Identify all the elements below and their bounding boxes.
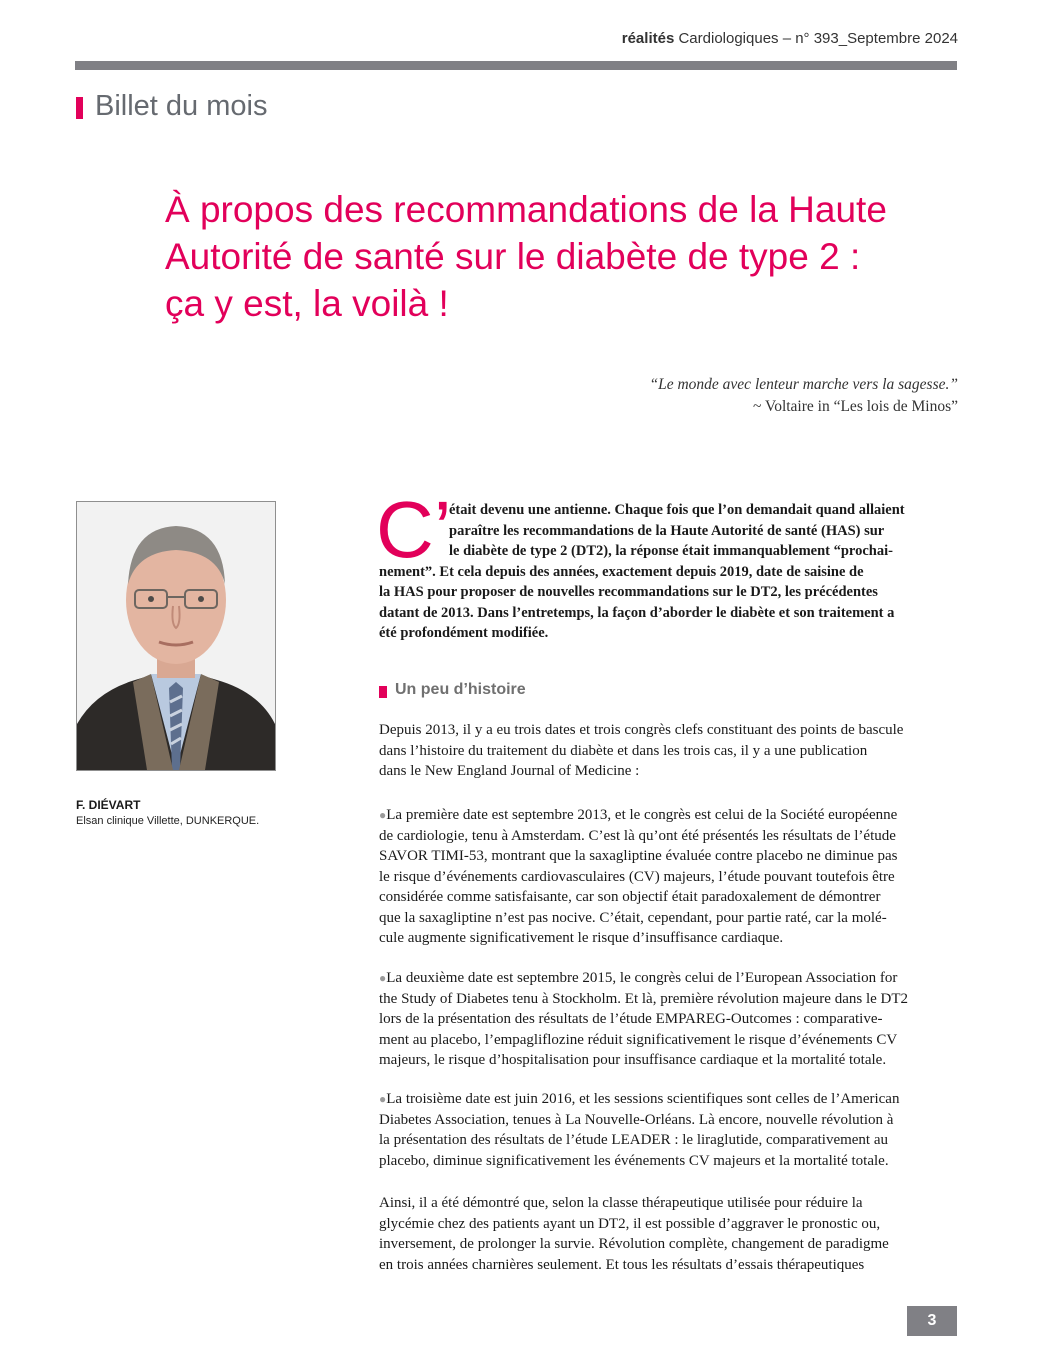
body-line: la présentation des résultats de l’étude LEADER : le liraglutide, comparativement au <box>379 1132 888 1148</box>
body-line: dans le New England Journal of Medicine : <box>379 763 640 779</box>
body-line: le risque d’événements cardiovasculaires (CV) majeurs, l’étude pouvant toutefois être <box>379 868 895 885</box>
body-line: considérée comme satisfaisante, car son objectif était paradoxalement de démontrer <box>379 889 881 905</box>
bullet-icon: ● <box>379 808 387 822</box>
bullet-paragraph <box>379 968 957 1071</box>
body-line: que la saxagliptine n’est pas nocive. C’était, cependant, pour partie raté, car la molé- <box>379 909 887 926</box>
body-line: en trois années charnières seulement. Et tous les résultats d’essais thérapeutiques <box>379 1256 865 1273</box>
body-line: Depuis 2013, il y a eu trois dates et trois congrès clefs constituant des points de bascule <box>379 722 904 738</box>
section-title: Billet du mois <box>95 90 268 122</box>
epigraph-attribution: ~ Voltaire in “Les lois de Minos” <box>753 398 958 415</box>
portrait-illustration <box>77 502 275 770</box>
journal-header <box>622 30 958 47</box>
intro-line: nement”. Et cela depuis des années, exactement depuis 2019, date de saisine de <box>379 563 864 580</box>
body-line: Ainsi, il a été démontré que, selon la classe thérapeutique utilisée pour réduire la <box>379 1195 863 1211</box>
title-line: À propos des recommandations de la Haute <box>165 189 887 230</box>
body-paragraph <box>379 1193 957 1275</box>
author-affiliation: Elsan clinique Villette, DUNKERQUE. <box>76 815 260 827</box>
body-line: majeurs, le risque d’hospitalisation pour insuffisance cardiaque et la mortalité totale. <box>379 1052 887 1068</box>
body-line: La première date est septembre 2013, et le congrès est celui de la Société européenne <box>386 807 898 823</box>
body-line: ment au placebo, l’empagliflozine réduit significativement le risque d’événements CV <box>379 1031 898 1048</box>
title-line: ça y est, la voilà ! <box>165 283 449 324</box>
subheading: Un peu d’histoire <box>395 681 526 698</box>
body-line: SAVOR TIMI-53, montrant que la saxagliptine évaluée contre placebo ne diminue pas <box>379 848 898 864</box>
epigraph <box>649 374 958 418</box>
body-line: cule augmente significativement le risque d’insuffisance cardiaque. <box>379 930 784 946</box>
page-number: 3 <box>907 1306 957 1336</box>
body-paragraph <box>379 720 957 782</box>
journal-brand: réalités <box>621 30 675 47</box>
intro-line: datant de 2013. Dans l’entretemps, la façon d’aborder le diabète et son traitement a <box>379 604 895 621</box>
body-line: dans l’histoire du traitement du diabète et dans les trois cas, il y a une publication <box>379 742 868 759</box>
intro-line: été profondément modifiée. <box>379 625 549 641</box>
body-line: the Study of Diabetes tenu à Stockholm. Et là, première révolution majeure dans le DT2 <box>379 990 909 1007</box>
intro-line: était devenu une antienne. Chaque fois que l’on demandait quand allaient <box>449 502 905 518</box>
title-line: Autorité de santé sur le diabète de type 2 : <box>165 236 861 277</box>
author-name: F. DIÉVART <box>76 798 141 812</box>
section-marker <box>76 97 83 119</box>
body-line: Diabetes Association, tenues à La Nouvelle-Orléans. Là encore, nouvelle révolution à <box>379 1111 894 1128</box>
header-rule <box>75 61 957 70</box>
bullet-icon: ● <box>379 971 387 985</box>
bullet-paragraph <box>379 805 957 949</box>
journal-issue: Cardiologiques – n° 393_Septembre 2024 <box>678 30 958 47</box>
bullet-paragraph <box>379 1089 957 1171</box>
subheading-marker <box>379 686 387 698</box>
body-line: La deuxième date est septembre 2015, le congrès celui de l’European Association for <box>386 970 898 986</box>
intro-line: la HAS pour proposer de nouvelles recommandations sur le DT2, les précédentes <box>379 584 878 600</box>
body-line: de cardiologie, tenu à Amsterdam. C’est là qu’ont été présentés les résultats de l’étude <box>379 827 896 844</box>
body-line: glycémie chez des patients ayant un DT2, il est possible d’aggraver le pronostic ou, <box>379 1215 881 1232</box>
body-line: lors de la présentation des résultats de l’étude EMPAREG-Outcomes : comparative- <box>379 1011 883 1027</box>
intro-line: le diabète de type 2 (DT2), la réponse était immanquablement “prochai- <box>449 543 893 559</box>
body-line: La troisième date est juin 2016, et les sessions scientifiques sont celles de l’American <box>386 1091 900 1107</box>
drop-cap: C’ <box>376 485 452 574</box>
author-photo <box>76 501 276 771</box>
intro-line: paraître les recommandations de la Haute Autorité de santé (HAS) sur <box>449 522 885 539</box>
body-line: placebo, diminue significativement les événements CV majeurs et la mortalité totale. <box>379 1152 889 1169</box>
bullet-icon: ● <box>379 1092 387 1106</box>
article-title <box>165 186 965 327</box>
body-line: inversement, de prolonger la survie. Révolution complète, changement de paradigme <box>379 1236 889 1252</box>
intro-paragraph <box>379 500 957 644</box>
epigraph-text: “Le monde avec lenteur marche vers la sagesse.” <box>649 376 958 393</box>
